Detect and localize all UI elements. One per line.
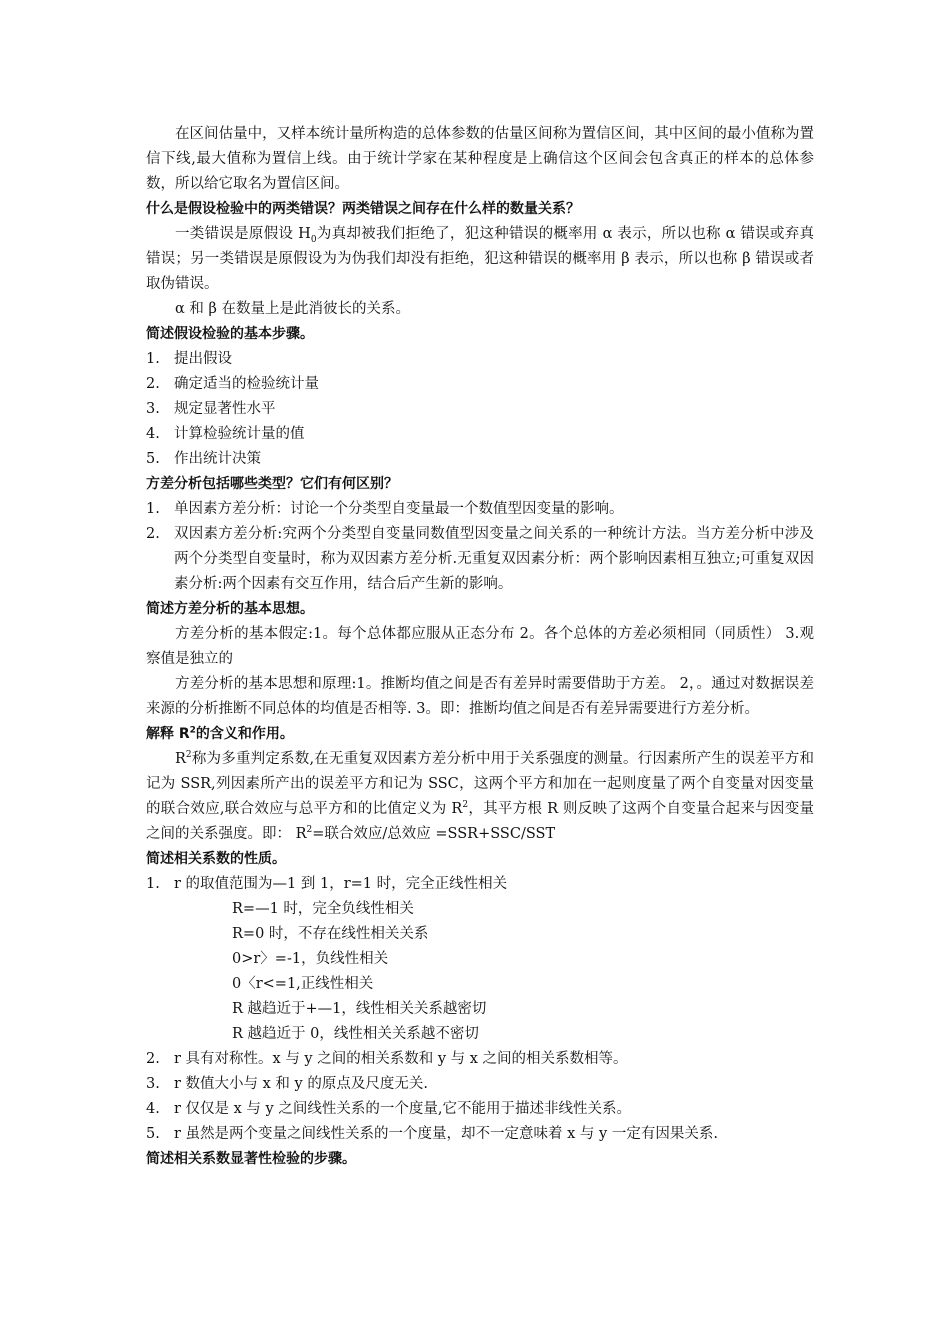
list-anova-types [146, 497, 814, 597]
list-item: 4. 计算检验统计量的值 [146, 426, 305, 442]
paragraph-r-squared: $R^2$称为多重判定系数,在无重复双因素方差分析中用于关系强度的测量。行因素所产生的误差平方和记为 SSR,列因素所产出的误差平方和记为 SSC，这两个平方和加在一起则度量了两个自变量对因变量的联合效应,联合效应与总平方和的比值定义为 $R^2$，其平方根 R 则反映了这两个自变量合起来与因变量之间的关系强度。即： $R^2=$联合效应/总效应 =SSR+SSC/SST [146, 750, 814, 842]
list-item: 2. 确定适当的检验统计量 [146, 376, 319, 392]
paragraph-confidence-interval: 在区间估量中，又样本统计量所构造的总体参数的估量区间称为置信区间，其中区间的最小值称为置信下线,最大值称为置信上线。由于统计学家在某种程度是上确信这个区间会包含真正的样本的总体参数，所以给它取名为置信区间。 [146, 126, 814, 192]
list-item: 2. r 具有对称性。x 与 y 之间的相关系数和 y 与 x 之间的相关系数相等。 [146, 1051, 628, 1067]
heading-r-squared: 解释 $R^2$的含义和作用。 [146, 725, 294, 742]
sub-item: R 越趋近于+—1，线性相关关系越密切 [232, 1001, 487, 1017]
list-item: 2. 双因素方差分析:究两个分类型自变量同数值型因变量之间关系的一种统计方法。当方差分析中涉及两个分类型自变量时，称为双因素方差分析.无重复双因素分析：两个影响因素相互独立;可重复双因素分析:两个因素有交互作用，结合后产生新的影响。 [146, 526, 814, 592]
list-item: 3. r 数值大小与 x 和 y 的原点及尺度无关. [146, 1076, 428, 1092]
list-test-steps [146, 347, 814, 472]
sub-item: 0〈r<=1,正线性相关 [232, 976, 374, 992]
document-page [146, 122, 814, 1172]
heading-anova-types: 方差分析包括哪些类型？它们有何区别？ [146, 476, 398, 492]
list-item: 3. 规定显著性水平 [146, 401, 276, 417]
list-item: 1. 单因素方差分析：讨论一个分类型自变量最一个数值型因变量的影响。 [146, 501, 624, 517]
list-item: 1. 提出假设 [146, 351, 232, 367]
paragraph-error-types: 一类错误是原假设 $H_0$为真却被我们拒绝了，犯这种错误的概率用 α 表示，所以也称 α 错误或弃真错误；另一类错误是原假设为为伪我们却没有拒绝，犯这种错误的概率用 β 表示，所以也称 β 错误或者取伪错误。 [146, 226, 814, 292]
heading-correlation-properties: 简述相关系数的性质。 [146, 851, 286, 867]
sub-item: 0>r〉=-1，负线性相关 [232, 951, 389, 967]
sub-item: R=—1 时，完全负线性相关 [232, 901, 414, 917]
list-correlation-properties [146, 872, 814, 1147]
list-item: 1. r 的取值范围为—1 到 1，r=1 时，完全正线性相关 [146, 876, 508, 892]
list-item: 5. 作出统计决策 [146, 451, 261, 467]
list-item: 4. r 仅仅是 x 与 y 之间线性关系的一个度量,它不能用于描述非线性关系。 [146, 1101, 631, 1117]
heading-correlation-test-steps: 简述相关系数显著性检验的步骤。 [146, 1151, 356, 1167]
paragraph-anova-principle: 方差分析的基本思想和原理:1。推断均值之间是否有差异时需要借助于方差。 2，。通过对数据误差来源的分析推断不同总体的均值是否相等. 3。即：推断均值之间是否有差异需要进行方差分析。 [146, 676, 814, 717]
heading-anova-idea: 简述方差分析的基本思想。 [146, 601, 314, 617]
sub-item: R=0 时，不存在线性相关关系 [232, 926, 429, 942]
heading-test-steps: 简述假设检验的基本步骤。 [146, 326, 314, 342]
list-item: 5. r 虽然是两个变量之间线性关系的一个度量，却不一定意味着 x 与 y 一定有因果关系. [146, 1126, 718, 1142]
sub-item: R 越趋近于 0，线性相关关系越不密切 [232, 1026, 479, 1042]
paragraph-alpha-beta: α 和 β 在数量上是此消彼长的关系。 [175, 301, 411, 317]
paragraph-anova-assumptions: 方差分析的基本假定:1。每个总体都应服从正态分布 2。各个总体的方差必须相同（同质性） 3.观察值是独立的 [146, 626, 814, 667]
heading-two-types-errors: 什么是假设检验中的两类错误？两类错误之间存在什么样的数量关系？ [146, 201, 580, 217]
